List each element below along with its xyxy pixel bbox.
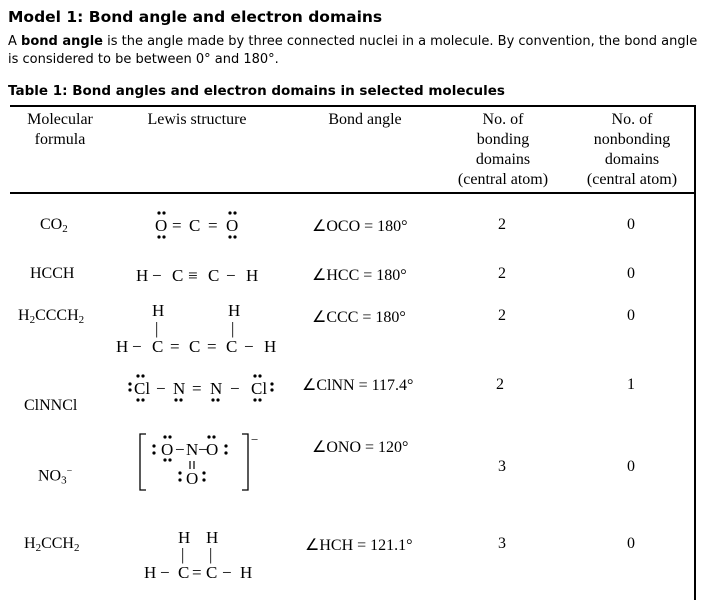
ethene-v1: | [181,545,185,564]
right-bracket [242,434,248,490]
angle-ethene: ∠HCH = 121.1° [305,537,413,554]
table-title: Table 1: Bond angles and electron domains in selected molecules [8,83,505,99]
clnncl-d2: − [230,379,240,398]
ethene-c2: C [206,563,218,582]
formula-ethene-a: H [24,535,36,552]
clnncl-cl1: Cl [134,379,151,398]
no3-o2: O [206,440,219,459]
allene-h-right: H [264,337,277,356]
allene-eq1: = [170,337,180,356]
allene-eq2: = [207,337,217,356]
intro-term: bond angle [21,34,103,49]
allene-c3: C [226,337,238,356]
hcch-c1: C [172,266,184,285]
model-heading: Model 1: Bond angle and electron domains [8,8,383,26]
no3-d1: − [175,440,185,459]
formula-co2-sub: 2 [62,223,68,235]
hcch-c2: C [208,266,220,285]
formula-no3-main: NO [38,467,62,485]
ethene-h-top2: H [206,528,219,547]
nonbonding-hcch: 0 [627,265,635,282]
co2-eq2: = [208,216,218,235]
ethene-h-left: H [144,563,157,582]
bonding-hcch: 2 [498,265,506,282]
intro-paragraph [8,33,706,69]
header-bonding-line2: bonding [476,131,530,148]
lewis-clnncl [124,372,284,406]
formula-clnncl: ClNNCl [24,397,78,414]
lewis-hcch [136,262,276,290]
header-bonding-line1: No. of [482,111,524,128]
formula-allene-a: H [18,307,30,324]
allene-v1: | [155,319,159,338]
ethene-d2: − [222,563,232,582]
formula-no3 [38,466,72,486]
table-right-border [694,105,696,600]
header-bonding [446,110,560,190]
formula-co2 [40,216,68,235]
header-nonbonding-line3: domains [604,151,660,168]
ethene-c1: C [178,563,190,582]
no3-d2: − [198,440,208,459]
nonbonding-clnncl: 1 [627,376,635,393]
co2-o2: O [226,216,239,235]
table-header-rule [10,192,696,194]
formula-allene-b-sub: 2 [78,314,85,326]
ethene-eq: = [192,563,202,582]
header-nonbonding-line4: (central atom) [586,171,678,188]
intro-prefix: A [8,34,22,49]
hcch-h1: H [136,266,149,285]
angle-clnncl: ∠ClNN = 117.4° [302,377,414,394]
formula-allene-a-sub: 2 [29,314,36,326]
header-nonbonding [574,110,690,190]
header-nonbonding-line1: No. of [611,111,653,128]
allene-v2: | [231,319,235,338]
header-lewis: Lewis structure [147,111,247,128]
clnncl-eq: = [192,379,202,398]
allene-d1: − [132,337,142,356]
co2-o1: O [155,216,168,235]
formula-ethene-b-sub: 2 [73,542,80,554]
angle-no3: ∠ONO = 120° [312,439,409,456]
allene-c1: C [152,337,164,356]
left-bracket [140,434,146,490]
formula-no3-charge: − [66,466,73,477]
allene-c2: C [189,337,201,356]
bonding-allene: 2 [498,307,506,324]
nonbonding-co2: 0 [627,216,635,233]
allene-h-left: H [116,337,129,356]
hcch-h2: H [246,266,259,285]
header-formula-line2: formula [34,131,86,148]
header-bonding-line3: domains [475,151,531,168]
header-nonbonding-line2: nonbonding [593,131,671,148]
formula-no3-sub: 3 [61,474,67,487]
intro-rest: is the angle made by three connected nuclei in a molecule. By convention, the bond angle is considered to be between 0° and 180°. [8,34,698,67]
formula-allene-b: CCCH [35,307,79,324]
formula-ethene-a-sub: 2 [35,542,42,554]
no3-charge: − [251,432,259,447]
no3-n: N [186,440,199,459]
co2-eq1: = [172,216,182,235]
formula-allene [18,307,84,326]
formula-hcch: HCCH [30,265,75,282]
header-formula-line1: Molecular [27,111,93,128]
header-formula [10,110,110,150]
lewis-allene [116,300,286,360]
formula-ethene [24,535,79,554]
allene-d2: − [244,337,254,356]
lewis-co2 [140,208,260,242]
ethene-h-top1: H [178,528,191,547]
angle-co2: ∠OCO = 180° [312,218,408,235]
lewis-ethene [144,528,264,584]
bonding-ethene: 3 [498,535,506,552]
bonding-clnncl: 2 [496,376,504,393]
ethene-h-right: H [240,563,253,582]
lewis-no3 [138,432,268,494]
header-angle: Bond angle [328,111,402,128]
allene-h-top1: H [152,301,165,320]
clnncl-cl2: Cl [251,379,268,398]
hcch-d1: − [152,266,162,285]
formula-co2-main: CO [40,216,63,233]
angle-hcch: ∠HCC = 180° [312,267,407,284]
table-top-rule [10,105,696,107]
angle-allene: ∠CCC = 180° [312,309,406,326]
ethene-v2: | [209,545,213,564]
clnncl-n2: N [210,379,223,398]
no3-o3: O [186,469,199,488]
nonbonding-allene: 0 [627,307,635,324]
hcch-triple: ≡ [188,266,198,285]
clnncl-n1: N [173,379,186,398]
ethene-d1: − [160,563,170,582]
formula-ethene-b: CCH [41,535,74,552]
allene-h-top2: H [228,301,241,320]
nonbonding-ethene: 0 [627,535,635,552]
hcch-d2: − [226,266,236,285]
header-bonding-line4: (central atom) [457,171,549,188]
nonbonding-no3: 0 [627,458,635,475]
bonding-co2: 2 [498,216,506,233]
bonding-no3: 3 [498,458,506,475]
no3-o1: O [161,440,174,459]
clnncl-d1: − [156,379,166,398]
co2-c: C [189,216,201,235]
